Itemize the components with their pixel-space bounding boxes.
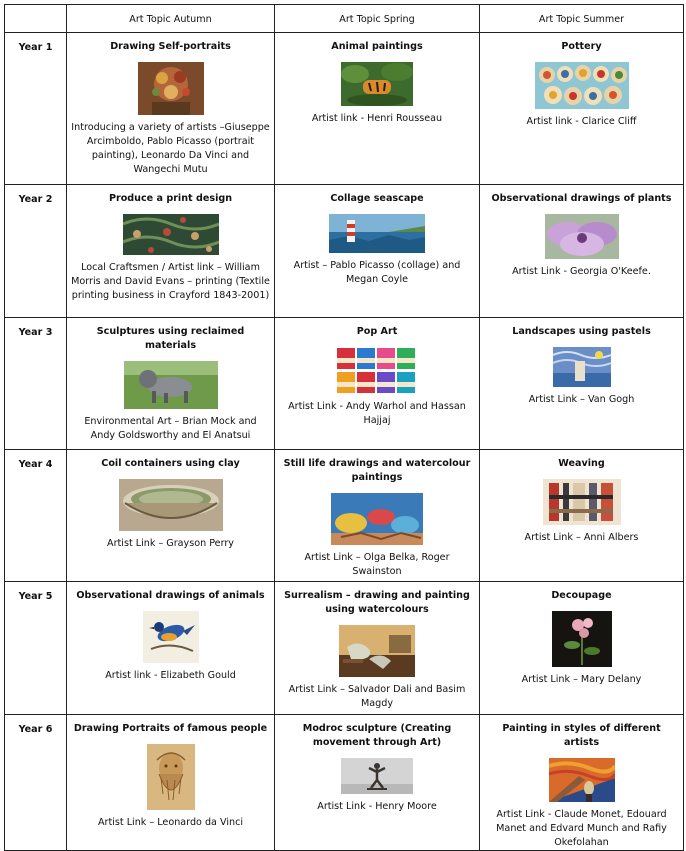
header-summer: Art Topic Summer [480,5,684,33]
table-row [5,33,684,185]
artist-link-text: Artist Link – Leonardo da Vinci [97,817,244,828]
summer-cell [480,33,684,185]
topic-title: Drawing Portraits of famous people [73,723,268,734]
year-label: Year 4 [5,450,67,582]
autumn-cell [67,318,275,450]
artist-link-text: Artist Link – Grayson Perry [107,538,234,549]
autumn-cell [67,185,275,318]
autumn-cell [67,715,275,851]
artist-link-text: Artist Link – Van Gogh [528,394,635,405]
year-label: Year 1 [5,33,67,185]
artist-link-text: Introducing a variety of artists –Giuseppe Arcimboldo, Pablo Picasso (portrait painting), Leonardo Da Vinci and Wangechi Mutu [71,122,270,175]
okeefe-flower-image [545,214,619,259]
table-row [5,318,684,450]
topic-title: Observational drawings of plants [491,193,672,204]
autumn-cell [67,582,275,715]
artist-link-text: Artist Link – Olga Belka, Roger Swainston [304,552,450,577]
topic-title: Produce a print design [108,193,233,204]
artist-link-text: Artist Link - Georgia O'Keefe. [512,266,651,277]
topic-title: Pottery [561,41,602,52]
artist-link-text: Artist Link – Anni Albers [524,532,639,543]
reclaimed-sculpture-image [124,361,218,409]
leonardo-self-portrait-image [147,744,195,810]
spring-cell [275,318,480,450]
still-life-watercolour-image [331,493,423,545]
mary-delany-collage-image [552,611,612,667]
topic-title: Sculptures using reclaimed materials [96,326,245,351]
artist-link-text: Artist – Pablo Picasso (collage) and Megan Coyle [293,260,461,285]
topic-title: Landscapes using pastels [512,326,651,337]
collage-seascape-image [329,214,425,253]
artist-link-text: Artist Link – Salvador Dali and Basim Magdy [288,684,466,709]
topic-title: Coil containers using clay [101,458,240,469]
artist-link-text: Artist link - Clarice Cliff [526,116,637,127]
topic-title: Surrealism – drawing and painting using watercolours [284,590,470,615]
munch-scream-image [549,758,615,802]
anni-albers-weaving-image [543,479,621,525]
topic-title: Modroc sculpture (Creating movement through Art) [302,723,452,748]
autumn-cell [67,33,275,185]
arcimboldo-portrait-image [138,62,204,115]
year-label: Year 2 [5,185,67,318]
artist-link-text: Local Craftsmen / Artist link – William Morris and David Evans – printing (Textile printing business in Crayford 1843-2001) [71,262,270,301]
artist-link-text: Environmental Art – Brian Mock and Andy Goldsworthy and El Anatsui [84,416,257,441]
summer-cell [480,185,684,318]
van-gogh-landscape-image [553,347,611,387]
header-autumn: Art Topic Autumn [67,5,275,33]
dali-surrealism-image [339,625,415,677]
modroc-sculpture-image [341,758,413,794]
topic-title: Weaving [558,458,605,469]
elizabeth-gould-bird-image [143,611,199,663]
warhol-soup-cans-image [336,347,418,394]
artist-link-text: Artist Link - Claude Monet, Edouard Manet and Edvard Munch and Rafiy Okefolahan [496,809,667,848]
table-row [5,185,684,318]
year-label: Year 6 [5,715,67,851]
artist-link-text: Artist link - Elizabeth Gould [105,670,236,681]
summer-cell [480,715,684,851]
spring-cell [275,185,480,318]
artist-link-text: Artist Link – Mary Delany [521,674,642,685]
header-blank [5,5,67,33]
summer-cell [480,318,684,450]
table-row [5,582,684,715]
william-morris-print-image [123,214,219,255]
header-row [5,5,684,33]
header-spring: Art Topic Spring [275,5,480,33]
table-row [5,715,684,851]
topic-title: Observational drawings of animals [76,590,265,601]
clarice-cliff-plates-image [535,62,629,109]
spring-cell [275,582,480,715]
topic-title: Still life drawings and watercolour paintings [283,458,471,483]
topic-title: Painting in styles of different artists [502,723,661,748]
summer-cell [480,450,684,582]
spring-cell [275,715,480,851]
autumn-cell [67,450,275,582]
topic-title: Animal paintings [331,41,423,52]
rousseau-painting-image [341,62,413,106]
year-label: Year 3 [5,318,67,450]
art-curriculum-table [4,4,684,851]
artist-link-text: Artist link - Henri Rousseau [311,113,443,124]
year-label: Year 5 [5,582,67,715]
summer-cell [480,582,684,715]
topic-title: Drawing Self-portraits [110,41,231,52]
topic-title: Decoupage [551,590,612,601]
artist-link-text: Artist Link - Henry Moore [317,801,437,812]
spring-cell [275,33,480,185]
topic-title: Collage seascape [330,193,424,204]
topic-title: Pop Art [356,326,398,337]
artist-link-text: Artist Link - Andy Warhol and Hassan Hajjaj [288,401,466,426]
coil-pot-image [119,479,223,531]
table-row [5,450,684,582]
spring-cell [275,450,480,582]
